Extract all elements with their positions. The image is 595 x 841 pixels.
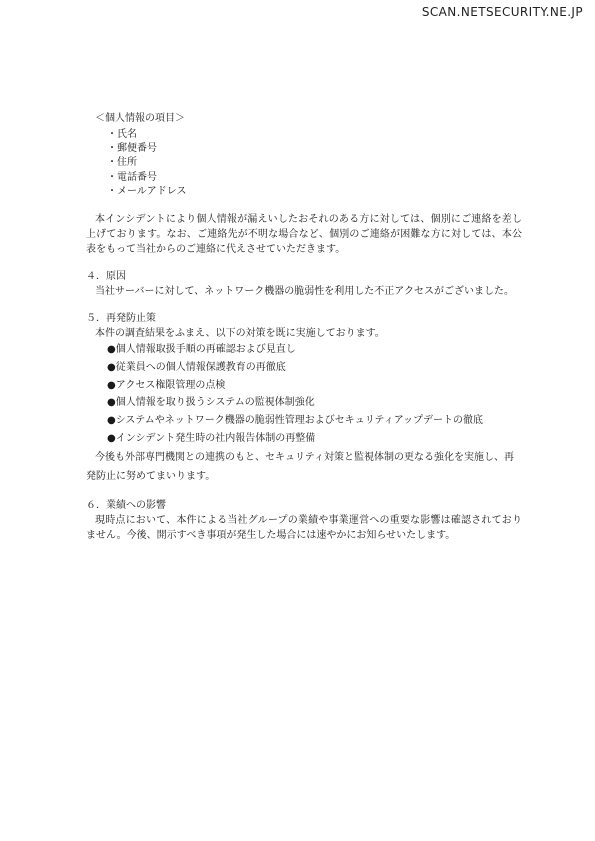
measure-item: ● 従業員への個人情報保護教育の再徹底 <box>107 359 522 377</box>
measure-item: ● 個人情報取扱手順の再確認および見直し <box>107 341 522 359</box>
section-4-body: 当社サーバーに対して、ネットワーク機器の脆弱性を利用した不正アクセスがございました。 <box>95 285 514 297</box>
section-6-body: 現時点において、本件による当社グループの業績や事業運営への重要な影響は確認されておりません。今後、開示すべき事項が発生した場合には速やかにお知らせいたします。 <box>86 514 522 541</box>
document-body <box>86 111 522 543</box>
notice-paragraph: 本インシデントにより個人情報が漏えいしたおそれのある方に対しては、個別にご連絡を差し上げております。なお、ご連絡先が不明な場合など、個別のご連絡が困難な方に対しては、本公表をもって当社からのご連絡に代えさせていただきます。 <box>86 213 522 255</box>
watermark: SCAN.NETSECURITY.NE.JP <box>421 5 583 19</box>
list-item: ・郵便番号 <box>107 143 157 155</box>
section-4-heading: ４．原因 <box>86 270 126 282</box>
list-item: ・電話番号 <box>107 171 157 183</box>
measures-list <box>107 341 522 448</box>
section-5-closing: 今後も外部専門機関との連携のもと、セキュリティ対策と監視体制の更なる強化を実施し、再発防止に努めてまいります。 <box>86 451 514 482</box>
list-item: ・メールアドレス <box>107 185 187 197</box>
measure-item: ● システムやネットワーク機器の脆弱性管理およびセキュリティアップデートの徹底 <box>107 412 522 430</box>
section-5-intro: 本件の調査結果をふまえ、以下の対策を既に実施しております。 <box>95 327 385 339</box>
measure-item: ● 個人情報を取り扱うシステムの監視体制強化 <box>107 394 522 412</box>
section-5-heading: ５．再発防止策 <box>86 312 156 324</box>
measure-item: ● インシデント発生時の社内報告体制の再整備 <box>107 430 522 448</box>
personal-info-heading: ＜個人情報の項目＞ <box>95 113 185 124</box>
section-6-heading: ６．業績への影響 <box>86 499 166 511</box>
list-item: ・住所 <box>107 157 137 169</box>
list-item: ・氏名 <box>107 129 137 140</box>
measure-item: ● アクセス権限管理の点検 <box>107 377 522 395</box>
personal-info-list <box>107 127 522 198</box>
